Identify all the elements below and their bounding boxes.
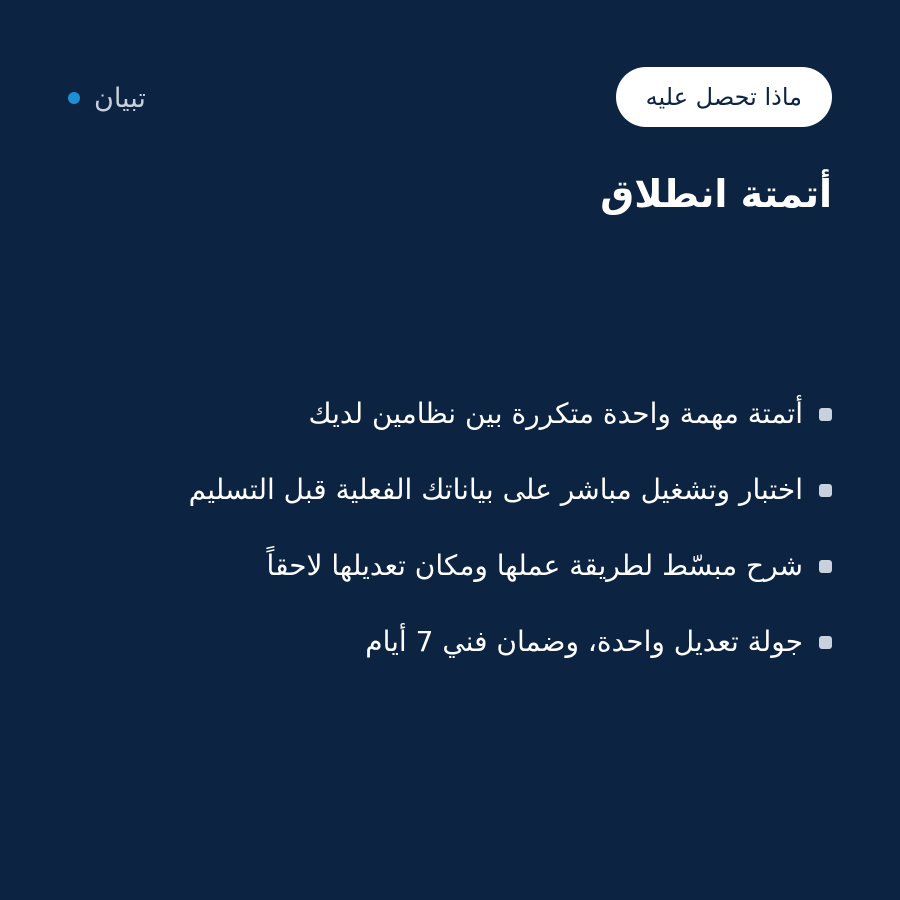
feature-list: [189, 390, 832, 694]
bullet-icon: [819, 560, 832, 573]
bullet-icon: [819, 408, 832, 421]
list-item: [189, 390, 832, 438]
page-title: أتمتة انطلاق: [600, 172, 832, 216]
brand: [68, 82, 146, 116]
section-badge: ماذا تحصل عليه: [616, 67, 832, 127]
brand-dot-icon: [68, 92, 80, 104]
list-item-text: شرح مبسّط لطريقة عملها ومكان تعديلها لاحقاً: [266, 549, 803, 582]
list-item: [189, 466, 832, 514]
list-item-text: جولة تعديل واحدة، وضمان فني 7 أيام: [365, 625, 803, 658]
list-item: [189, 542, 832, 590]
bullet-icon: [819, 636, 832, 649]
bullet-icon: [819, 484, 832, 497]
list-item-text: اختبار وتشغيل مباشر على بياناتك الفعلية قبل التسليم: [188, 473, 803, 506]
list-item: [189, 618, 832, 666]
brand-name: تبيان: [94, 83, 146, 114]
list-item-text: أتمتة مهمة واحدة متكررة بين نظامين لديك: [308, 397, 803, 430]
